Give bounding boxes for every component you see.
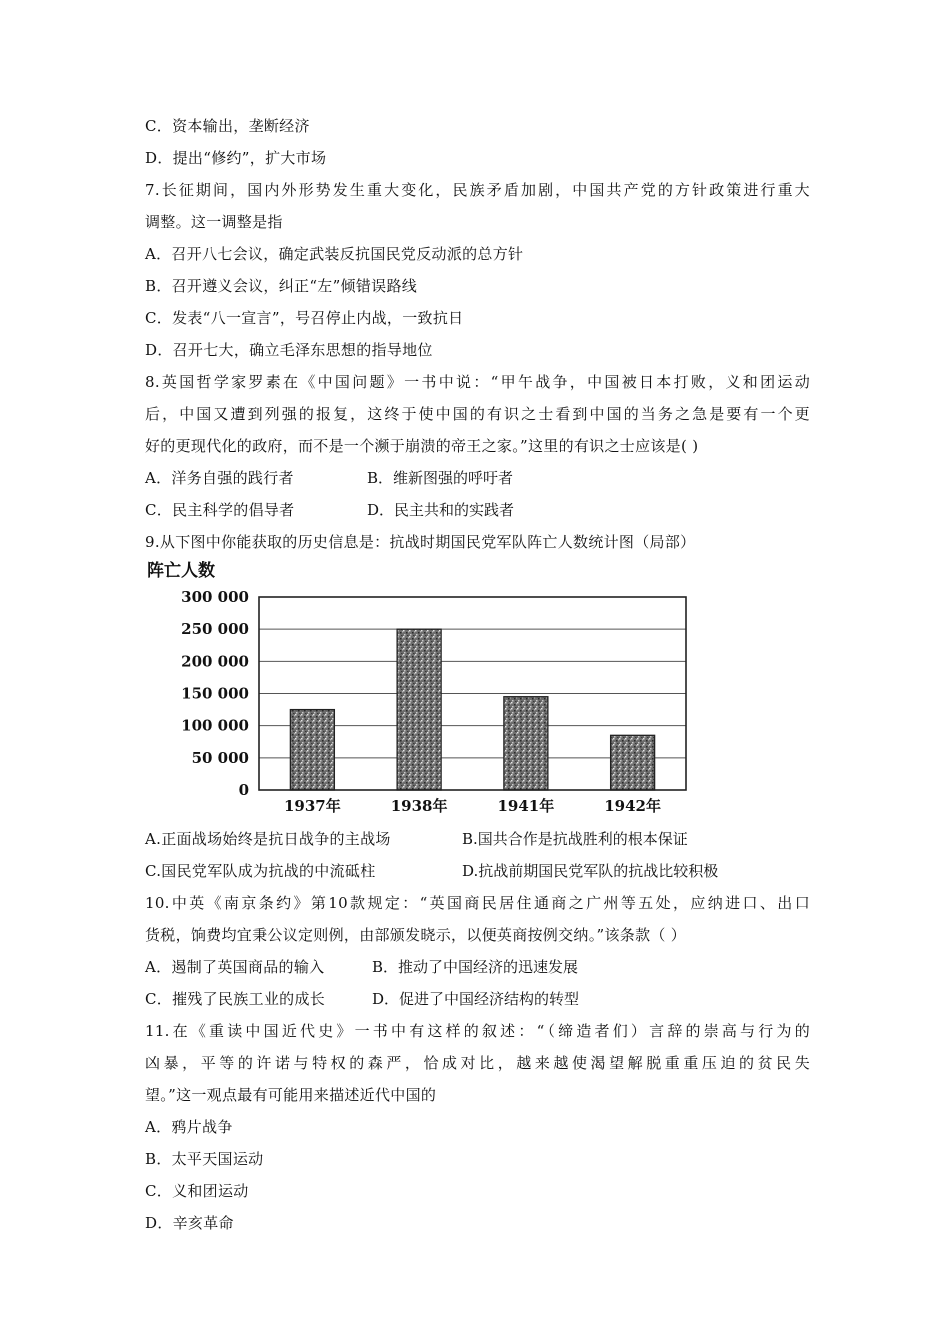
q8-option-b: B．维新图强的呼吁者 bbox=[367, 469, 514, 487]
chart-bars bbox=[290, 629, 654, 790]
q8-stem-line2: 后，中国又遭到列强的报复，这终于使中国的有识之士看到中国的当务之急是要有一个更 bbox=[145, 405, 810, 423]
q11-option-d: D．辛亥革命 bbox=[145, 1214, 234, 1232]
y-tick-label: 200 000 bbox=[181, 652, 249, 671]
q8-option-c: C．民主科学的倡导者 bbox=[145, 501, 295, 519]
q8-stem-line1: 8.英国哲学家罗素在《中国问题》一书中说：“甲午战争，中国被日本打败，义和团运动 bbox=[145, 373, 810, 391]
q11-stem-line1: 11.在《重读中国近代史》一书中有这样的叙述：“（缔造者们）言辞的崇高与行为的 bbox=[145, 1022, 810, 1040]
q7-stem-line1: 7.长征期间，国内外形势发生重大变化，民族矛盾加剧，中国共产党的方针政策进行重大 bbox=[145, 181, 810, 199]
y-tick-label: 300 000 bbox=[181, 588, 249, 606]
bar-1941年 bbox=[504, 697, 548, 790]
q11-stem-line2: 凶暴，平等的许诺与特权的森严，恰成对比，越来越使渴望解脱重重压迫的贫民失 bbox=[145, 1054, 810, 1072]
q11-option-b: B．太平天国运动 bbox=[145, 1150, 264, 1168]
y-tick-label: 100 000 bbox=[181, 716, 249, 735]
q8-option-d: D．民主共和的实践者 bbox=[367, 501, 515, 519]
y-tick-label: 50 000 bbox=[191, 748, 249, 767]
bar-1942年 bbox=[611, 735, 655, 790]
bar-1938年 bbox=[397, 629, 441, 790]
y-tick-label: 0 bbox=[238, 781, 249, 799]
q9-option-d: D.抗战前期国民党军队的抗战比较积极 bbox=[462, 862, 719, 880]
x-tick-label: 1938年 bbox=[390, 797, 448, 815]
y-tick-label: 250 000 bbox=[181, 620, 249, 639]
q7-option-b: B．召开遵义会议，纠正“左”倾错误路线 bbox=[145, 277, 418, 295]
q7-option-c: C．发表“八一宣言”，号召停止内战，一致抗日 bbox=[145, 309, 464, 327]
q9-stem: 9.从下图中你能获取的历史信息是：抗战时期国民党军队阵亡人数统计图（局部） bbox=[145, 533, 696, 551]
q11-option-a: A．鸦片战争 bbox=[145, 1118, 233, 1136]
q10-stem-line2: 货税，饷费均宜秉公议定则例，由部颁发晓示，以便英商按例交纳。”该条款（ ） bbox=[145, 926, 687, 944]
q10-option-a: A．遏制了英国商品的输入 bbox=[145, 958, 325, 976]
y-tick-label: 150 000 bbox=[181, 684, 249, 703]
bar-1937年 bbox=[290, 710, 334, 790]
q6-option-d: D．提出“修约”，扩大市场 bbox=[145, 149, 327, 167]
q11-option-c: C．义和团运动 bbox=[145, 1182, 249, 1200]
q9-option-b: B.国共合作是抗战胜利的根本保证 bbox=[462, 830, 688, 848]
q10-stem-line1: 10.中英《南京条约》第10款规定：“英国商民居住通商之广州等五处，应纳进口、出口 bbox=[145, 894, 810, 912]
q7-option-d: D．召开七大，确立毛泽东思想的指导地位 bbox=[145, 341, 433, 359]
q7-option-a: A．召开八七会议，确定武装反抗国民党反动派的总方针 bbox=[145, 245, 524, 263]
x-tick-label: 1942年 bbox=[604, 797, 661, 815]
q11-stem-line3: 望。”这一观点最有可能用来描述近代中国的 bbox=[145, 1086, 437, 1104]
x-tick-label: 1941年 bbox=[497, 797, 555, 815]
q9-option-c: C.国民党军队成为抗战的中流砥柱 bbox=[145, 862, 376, 880]
q10-option-c: C．摧残了民族工业的成长 bbox=[145, 990, 326, 1008]
q8-option-a: A．洋务自强的践行者 bbox=[145, 469, 294, 487]
q8-stem-line3: 好的更现代化的政府，而不是一个濒于崩溃的帝王之家。”这里的有识之士应该是( ) bbox=[145, 437, 699, 455]
y-axis-label: 阵亡人数 bbox=[147, 561, 215, 581]
q10-option-d: D．促进了中国经济结构的转型 bbox=[372, 990, 580, 1008]
q10-option-b: B．推动了中国经济的迅速发展 bbox=[372, 958, 579, 976]
y-tick-labels bbox=[181, 588, 249, 799]
q6-option-c: C．资本输出，垄断经济 bbox=[145, 117, 310, 135]
x-tick-label: 1937年 bbox=[284, 797, 341, 815]
q7-stem-line2: 调整。这一调整是指 bbox=[145, 213, 283, 231]
x-tick-labels bbox=[284, 797, 661, 815]
q9-option-a: A.正面战场始终是抗日战争的主战场 bbox=[145, 830, 391, 848]
casualty-bar-chart bbox=[145, 558, 705, 820]
